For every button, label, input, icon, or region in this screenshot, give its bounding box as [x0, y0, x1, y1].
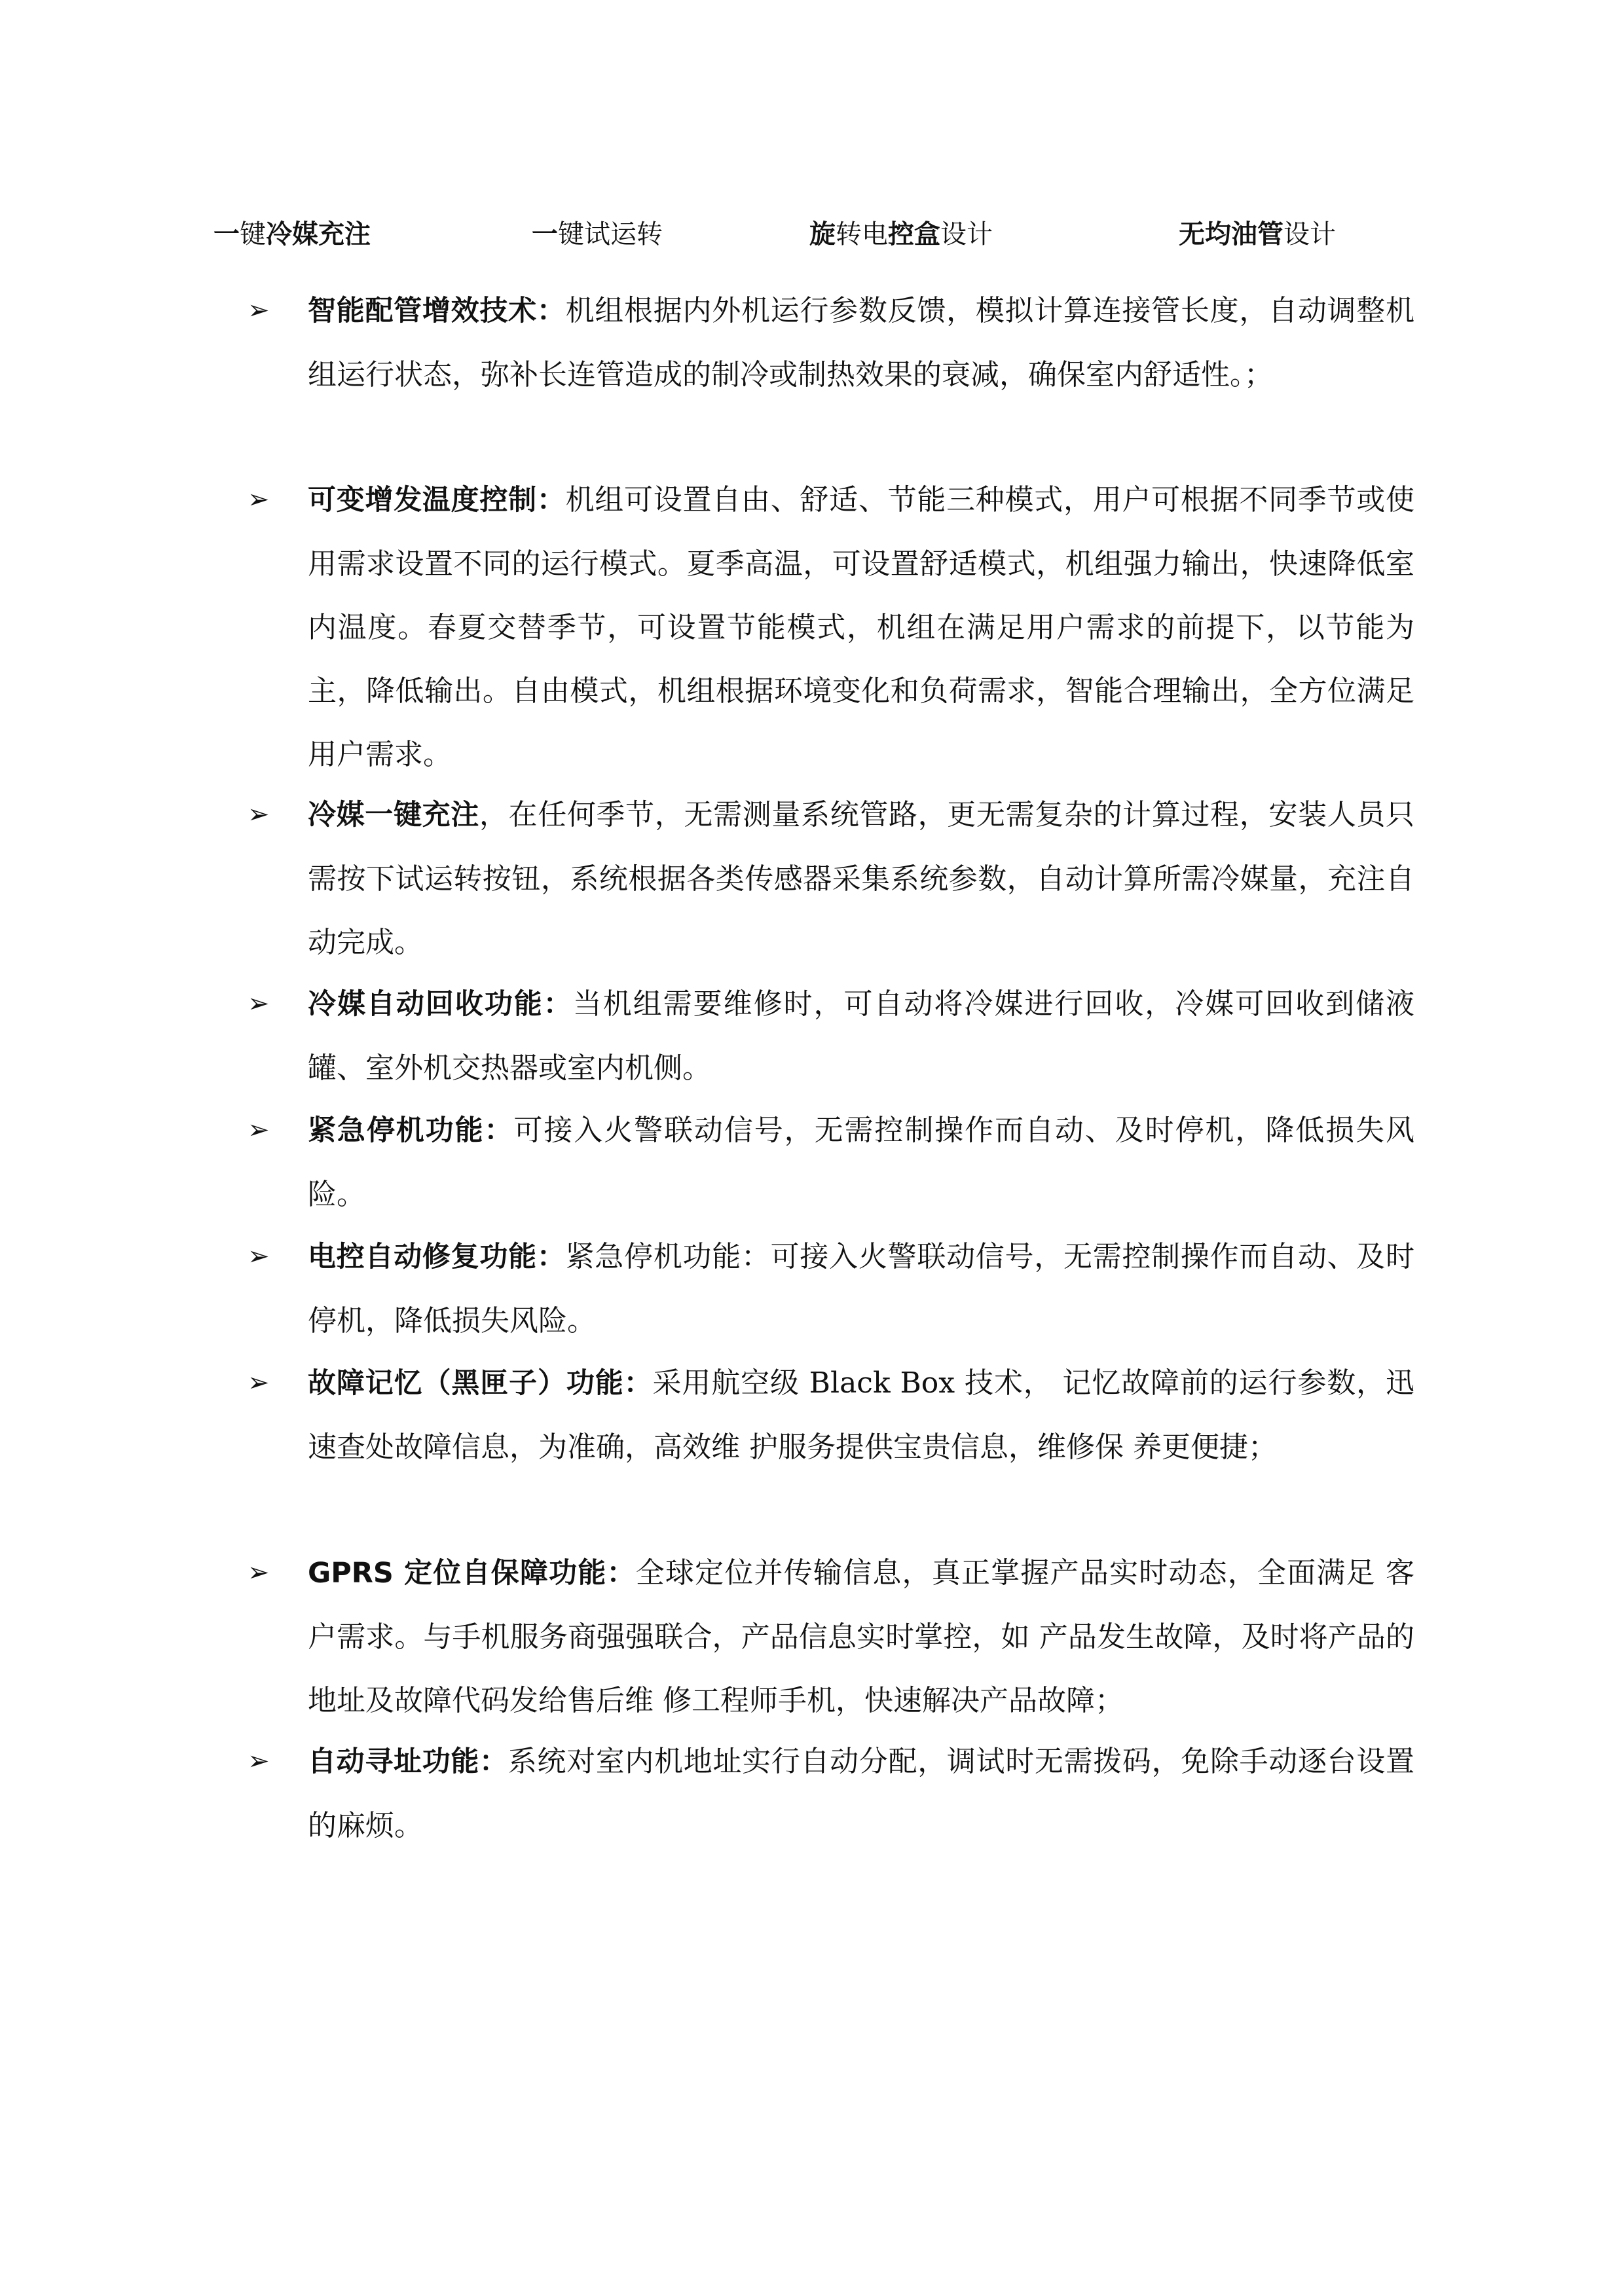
bullet-text	[308, 468, 1414, 786]
feature-caption-3	[809, 215, 993, 254]
bullet-body: 全球定位并传输信息，真正掌握产品实时动态，全面满足 客户需求。与手机服务商强强联合，产品信息实时掌控，如 产品发生故障，及时将产品的地址及故障代码发给售后维 修工程师手机，快速解决产品故障；	[308, 1556, 1414, 1717]
bullet-body: 可接入火警联动信号，无需控制操作而自动、及时停机，降低损失风险。	[308, 1114, 1415, 1211]
feature-caption-3-plain: 转电	[836, 219, 888, 249]
bullet-title: 紧急停机功能：	[308, 1114, 514, 1147]
bullet-body: 机组根据内外机运行参数反馈，模拟计算连接管长度，自动调整机组运行状态，弥补长连管造成的制冷或制热效果的衰减，确保室内舒适性。；	[308, 294, 1415, 392]
feature-caption-3-bold-2: 控盒	[888, 219, 940, 249]
bullet-title: 冷媒自动回收功能：	[308, 988, 573, 1021]
feature-caption-row	[0, 215, 1624, 254]
bullet-title: 智能配管增效技术：	[308, 295, 566, 327]
feature-caption-4-plain: 设计	[1283, 219, 1336, 249]
bullet-body: 系统对室内机地址实行自动分配，调试时无需拨码，免除手动逐台设置的麻烦。	[308, 1745, 1415, 1842]
bullet-title: GPRS 定位自保障功能：	[308, 1557, 636, 1590]
arrow-bullet-icon: ➢	[248, 484, 270, 515]
feature-caption-1-bold-2: 冷媒充注	[266, 219, 371, 249]
bullet-title: 电控自动修复功能：	[308, 1241, 566, 1273]
bullet-body: 当机组需要维修时，可自动将冷媒进行回收，冷媒可回收到储液罐、室外机交热器或室内机侧。	[308, 987, 1414, 1085]
arrow-bullet-icon: ➢	[248, 799, 270, 829]
arrow-bullet-icon: ➢	[248, 1241, 270, 1271]
feature-caption-4-bold: 无均油管	[1179, 219, 1283, 249]
bullet-text	[308, 1730, 1414, 1857]
feature-caption-1-bold: 一	[213, 219, 240, 249]
feature-caption-4	[1179, 215, 1336, 254]
bullet-title: 冷媒一键充注	[308, 799, 479, 831]
bullet-text	[308, 1541, 1414, 1732]
bullet-title: 可变增发温度控制：	[308, 484, 566, 517]
bullet-body: 紧急停机功能：可接入火警联动信号，无需控制操作而自动、及时停机，降低损失风险。	[308, 1240, 1415, 1338]
bullet-title: 故障记忆（黑匣子）功能：	[308, 1367, 653, 1400]
bullet-body: 机组可设置自由、舒适、节能三种模式，用户可根据不同季节或使用需求设置不同的运行模式。夏季高温，可设置舒适模式，机组强力输出，快速降低室内温度。春夏交替季节，可设置节能模式，机组在满足用户需求的前提下，以节能为主，降低输出。自由模式，机组根据环境变化和负荷需求，智能合理输出，全方位满足用户需求。	[308, 483, 1415, 771]
bullet-text	[308, 972, 1414, 1100]
bullet-body: 采用航空级 Black Box 技术， 记忆故障前的运行参数，迅速查处故障信息，为准确，高效维 护服务提供宝贵信息，维修保 养更便捷；	[308, 1366, 1415, 1464]
bullet-text	[308, 783, 1414, 974]
feature-caption-2-bold: 一	[532, 219, 558, 249]
bullet-body: ，在任何季节，无需测量系统管路，更无需复杂的计算过程，安装人员只需按下试运转按钮，系统根据各类传感器采集系统参数，自动计算所需冷媒量，充注自动完成。	[308, 798, 1415, 959]
bullet-title: 自动寻址功能：	[308, 1745, 508, 1778]
arrow-bullet-icon: ➢	[248, 1746, 270, 1776]
feature-caption-3-plain-2: 设计	[940, 219, 993, 249]
arrow-bullet-icon: ➢	[248, 1558, 270, 1588]
bullet-text	[308, 1099, 1414, 1226]
arrow-bullet-icon: ➢	[248, 1115, 270, 1145]
feature-caption-3-bold: 旋	[809, 219, 836, 249]
bullet-text	[308, 1351, 1414, 1479]
feature-caption-1-plain: 键	[240, 219, 266, 249]
feature-caption-2-plain: 键试运转	[558, 219, 663, 249]
arrow-bullet-icon: ➢	[248, 989, 270, 1019]
feature-caption-2	[532, 215, 663, 254]
feature-caption-1	[213, 215, 371, 254]
bullet-text	[308, 1225, 1414, 1353]
bullet-text	[308, 279, 1414, 407]
arrow-bullet-icon: ➢	[248, 1368, 270, 1398]
arrow-bullet-icon: ➢	[248, 295, 270, 325]
